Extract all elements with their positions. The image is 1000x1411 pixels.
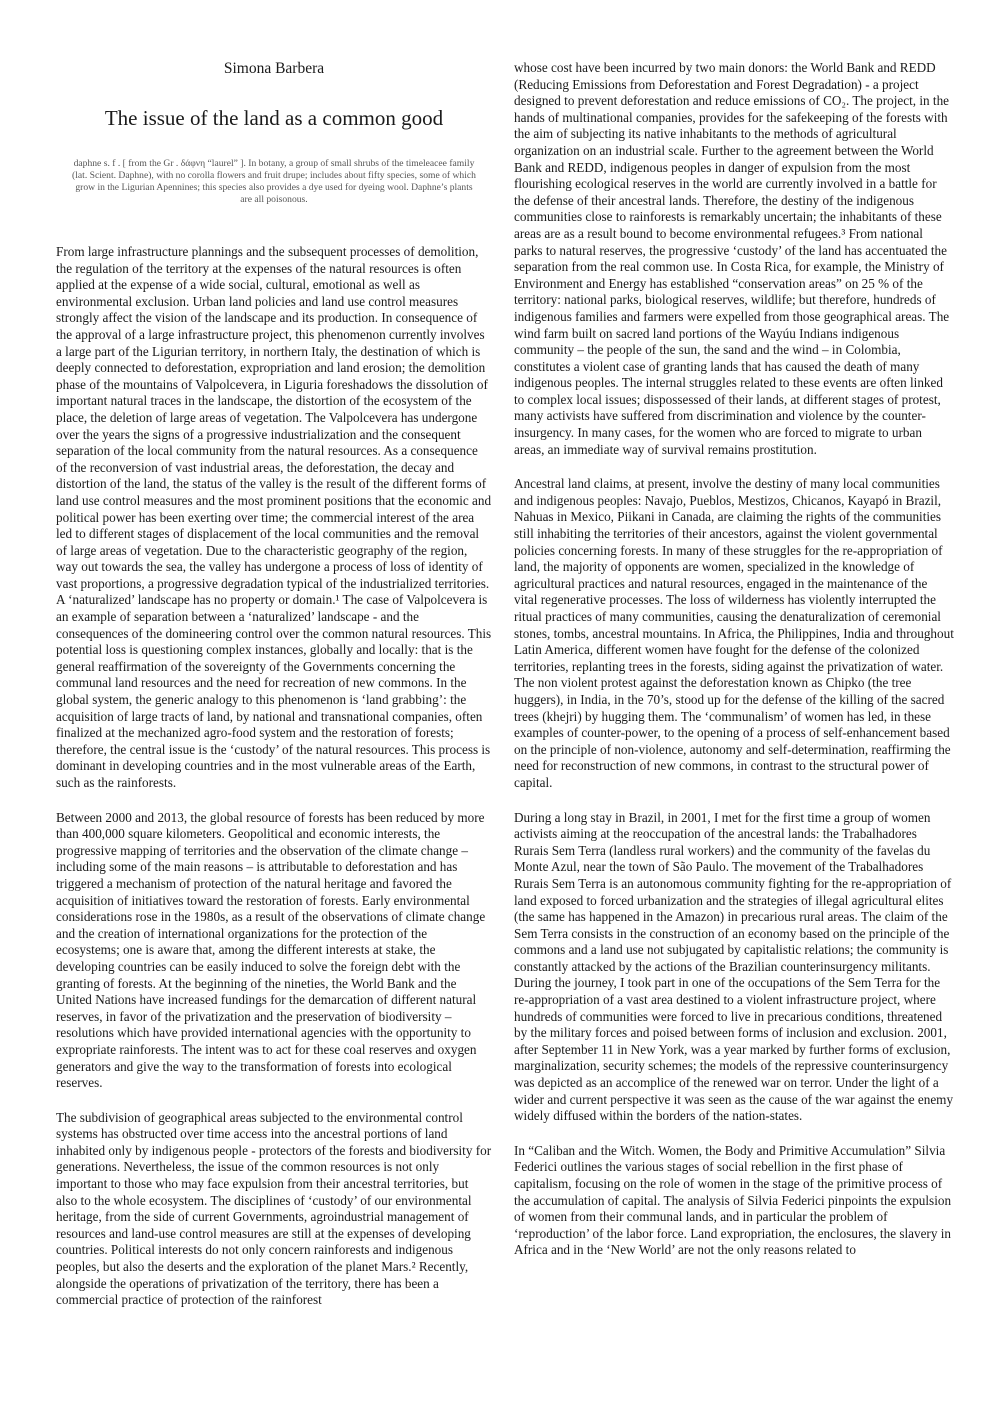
paragraph: The subdivision of geographical areas subjected to the environmental control systems has obstructed over time access into the ancestral portions of land inhabited only by indigenous people - protectors of the forests and biodiversity for generations. Nevertheless, the issue of the common resources is not only important to those who may face expulsion from their ancestral territories, but also to the whole ecosystem. The disciplines of ‘custody’ of our environmental heritage, from the side of current Governments, agroindustrial management of resources and land-use control measures are still at the expenses of developing countries. Political interests do not only concern rainforests and indigenous peoples, but also the deserts and the exploration of the planet Mars.² Recently, alongside the operations of privatization of the territory, there has been a commercial practice of protection of the rainforest	[56, 1109, 492, 1308]
paragraph: From large infrastructure plannings and the subsequent processes of demolition, the regulation of the territory at the expenses of the natural resources is often applied at the expense of a wide social, cultural, emotional as well as environmental exclusion. Urban land policies and land use control measures strongly affect the vision of the landscape and its production. In consequence of the approval of a large infrastructure project, this phenomenon currently involves a large part of the Ligurian territory, in northern Italy, the destination of which is deeply connected to deforestation, expropriation and land erosion; the demolition phase of the mountains of Valpolcevera, in Liguria foreshadows the dissolution of important natural traces in the landscape, the distortion of the ecosystem of the place, the deletion of large areas of vegetation. The Valpolcevera has undergone over the years the signs of a progressive industrialization and the consequent separation of the local community from the natural resources. As a consequence of the reconversion of vast industrial areas, the deforestation, the decay and distortion of the land, the status of the valley is the result of the different forms of land use control measures and the most prominent positions that the economic and political power has been exerting over time; the commercial interest of the area led to different stages of displacement of the local communities and the removal of large areas of vegetation. Due to the characteristic geography of the region, way out towards the sea, the valley has undergone a process of loss of identity of vast proportions, a progressive degradation typical of the industrialized territories. A ‘naturalized’ landscape has no property or domain.¹ The case of Valpolcevera is an example of separation between a ‘naturalized’ landscape - and the consequences of the domineering control over the common natural resources. This potential loss is questioning complex instances, globally and locally: that is the general reaffirmation of the sovereignty of the Governments concerning the communal land resources and the need for recreation of new commons. In the global system, the generic analogy to this phenomenon is ‘land grabbing’: the acquisition of large tracts of land, by national and transnational companies, often finalized at the mechanized agro-food system and the restoration of forests; therefore, the central issue is the ‘custody’ of the natural resources. This process is dominant in developing countries and in the most vulnerable areas of the Earth, such as the rainforests.	[56, 244, 492, 790]
paragraph: Between 2000 and 2013, the global resource of forests has been reduced by more than 400,000 square kilometers. Geopolitical and economic interests, the progressive mapping of territories and the observation of the climate change – including some of the main reasons – is attributable to deforestation and has triggered a mechanism of protection of the natural heritage and favored the acquisition of initiatives toward the restoration of forests. Early environmental considerations rose in the 1980s, as a result of the observations of climate change and the creation of international organizations for the protection of the ecosystems; one is aware that, among the different interests at stake, the developing countries can be easily induced to solve the foreign debt with the granting of forests. At the beginning of the nineties, the World Bank and the United Nations have increased fundings for the demarcation of different natural reserves, in favor of the privatization and the preservation of biodiversity – resolutions which have provided international agencies with the opportunity to expropriate rainforests. The intent was to act for these coal reserves and oxygen generators and give the way to the transformation of forests into ecological reserves.	[56, 809, 486, 1091]
paragraph: During a long stay in Brazil, in 2001, I met for the first time a group of women activists aiming at the reoccupation of the ancestral lands: the Trabalhadores Rurais Sem Terra (landless rural workers) and the community of the favelas du Monte Azul, near the town of São Paulo. The movement of the Trabalhadores Rurais Sem Terra is an autonomous community fighting for the re-appropriation of land exposed to forced urbanization and the strategies of illegal agricultural elites (the same has happened in the Amazon) in precarious rural areas. The claim of the Sem Terra consists in the construction of an economy based on the principle of the commons and a land use not subjugated by capitalistic relations; the community is constantly attacked by the actions of the Brazilian counterinsurgency militants. During the journey, I took part in one of the occupations of the Sem Terra for the re-appropriation of a vast area destined to a violent infrastructure project, where hundreds of communities were forced to live in precarious conditions, threatened by the military forces and poised between forms of inclusion and exclusion. 2001, after September 11 in New York, was a year marked by further forms of exclusion, marginalization, security schemes; the models of the repressive counterinsurgency was depicted as an accomplice of the renewed war on terror. Under the light of a wider and current perspective it was seen as the cause of the war against the enemy widely diffused within the borders of the nation-states.	[514, 809, 954, 1124]
left-column	[56, 244, 492, 1327]
epigraph: daphne s. f . [ from the Gr . δάφνη “laurel” ]. In botany, a group of small shrubs of the timeleacee family (lat. Scient. Daphne), with no corolla flowers and fruit drupe; includes about fifty species, some of which grow in the Ligurian Apennines; this species also provides a dye used for dyeing wool. Daphne’s plants are all poisonous.	[72, 158, 476, 205]
paragraph: In “Caliban and the Witch. Women, the Body and Primitive Accumulation” Silvia Federici outlines the various stages of social rebellion in the first phase of capitalism, focusing on the role of women in the stage of the primitive process of the accumulation of capital. The analysis of Silvia Federici pinpoints the expulsion of women from their communal lands, and in particular the problem of ‘reproduction’ of the labor force. Land expropriation, the enclosures, the slavery in Africa and in the ‘New World’ are not the only reasons related to	[514, 1142, 952, 1258]
article-title: The issue of the land as a common good	[104, 106, 444, 130]
right-column	[514, 60, 954, 1277]
author-name: Simona Barbera	[223, 60, 325, 77]
paragraph: Ancestral land claims, at present, involve the destiny of many local communities and indigenous peoples: Navajo, Pueblos, Mestizos, Chicanos, Kayapó in Brazil, Nahuas in Mexico, Piikani in Canada, are claiming the rights of the communities still inhabiting the territories of their ancestors, against the violent governmental policies concerning forests. In many of these struggles for the re-appropriation of land, the majority of opponents are women, specialized in the knowledge of agricultural practices and natural resources, engaged in the maintenance of the vital regenerative processes. The loss of wilderness has violently interrupted the ritual practices of many communities, causing the denaturalization of ceremonial stones, tombs, ancestral mountains. In Africa, the Philippines, India and throughout Latin America, different women have fought for the defense of the colonized territories, replanting trees in the forests, siding against the privatization of water. The non violent protest against the deforestation known as Chipko (the tree huggers), in India, in the 70’s, stood up for the defense of the killing of the sacred trees (khejri) by hugging them. The ‘communalism’ of women has led, in these examples of counter-power, to the opening of a process of self-enhancement based on the principle of non-violence, autonomy and self-determination, reaffirming the need for reconstruction of new commons, in contrast to the structural power of capital.	[514, 476, 954, 790]
paragraph: whose cost have been incurred by two main donors: the World Bank and REDD (Reducing Emissions from Deforestation and Forest Degradation) - a project designed to prevent deforestation and reduce emissions of CO₂. The project, in the hands of multinational companies, provides for the safekeeping of the forests with the aim of subjecting its native inhabitants to the methods of agricultural organization on an industrial scale. Further to the agreement between the World Bank and REDD, indigenous peoples in danger of expulsion from the most flourishing ecological reserves in the world are currently involved in a battle for the defense of their ancestral lands. Therefore, the destiny of the indigenous communities close to rainforests is remarkably uncertain; the inhabitants of these areas are as a result bound to become environmental refugees.³ From national parks to natural reserves, the progressive ‘custody’ of the land has accentuated the separation from the real common use. In Costa Rica, for example, the Ministry of Environment and Energy has established “conservation areas” on 25 % of the territory: national parks, biological reserves, wildlife; but therefore, hundreds of indigenous families and farmers were expelled from those geographical areas. The wind farm built on sacred land portions of the Wayúu Indians indigenous community – the people of the sun, the sand and the wind – in Colombia, constitutes a violent case of granting lands that has caused the death of many indigenous peoples. The internal struggles related to these events are often linked to complex local issues; dispossessed of their lands, at different stages of protest, many activists have suffered from discrimination and violence by the counter-insurgency. In many cases, for the women who are forced to migrate to urban areas, an immediate way of survival remains prostitution.	[514, 60, 950, 457]
